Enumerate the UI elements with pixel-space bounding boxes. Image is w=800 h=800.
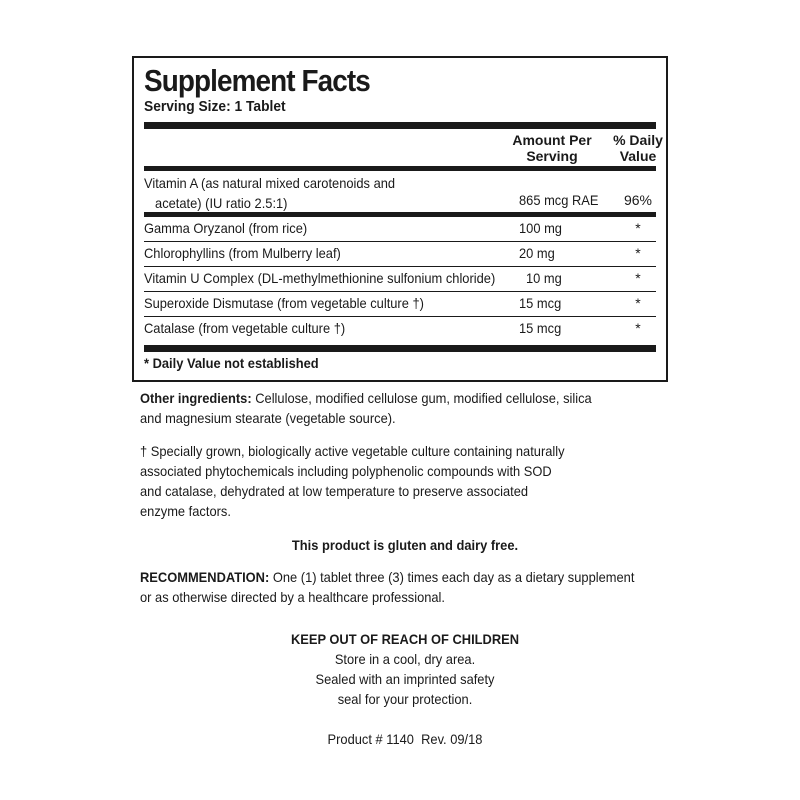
keep-out-warning: KEEP OUT OF REACH OF CHILDREN xyxy=(290,631,520,647)
amount-header-line2: Serving xyxy=(526,148,578,164)
nutrient-name: Chlorophyllins (from Mulberry leaf) xyxy=(144,245,341,261)
nutrient-daily-value: * xyxy=(635,220,641,236)
other-ingredients-line1 xyxy=(140,388,628,408)
warnings-block xyxy=(140,629,670,709)
recommendation-text: One (1) tablet three (3) times each day as a dietary supplement xyxy=(269,569,635,585)
nutrient-amount: 10 mg xyxy=(526,270,562,286)
nutrient-name: Vitamin U Complex (DL-methylmethionine sulfonium chloride) xyxy=(144,270,496,286)
product-code-block xyxy=(140,729,670,749)
nutrient-daily-value: * xyxy=(635,295,641,311)
serving-size: Serving Size: 1 Tablet xyxy=(144,98,286,115)
amount-per-serving-header xyxy=(504,132,600,164)
nutrient-name-line2: acetate) (IU ratio 2.5:1) xyxy=(155,195,288,211)
other-ingredients-line2: and magnesium stearate (vegetable source). xyxy=(140,410,396,426)
dagger-note-line4: enzyme factors. xyxy=(140,503,231,519)
other-ingredients-text: Cellulose, modified cellulose gum, modified cellulose, silica xyxy=(251,390,592,406)
amount-header-line1: Amount Per xyxy=(512,132,592,148)
facts-header-row xyxy=(144,129,663,166)
product-code: Product # 1140 Rev. 09/18 xyxy=(327,731,483,747)
nutrient-name xyxy=(144,173,457,213)
nutrient-name: Superoxide Dismutase (from vegetable culture †) xyxy=(144,295,424,311)
recommendation xyxy=(140,567,670,607)
nutrient-daily-value: * xyxy=(635,270,641,286)
gluten-statement-block xyxy=(140,535,670,555)
recommendation-line2: or as otherwise directed by a healthcare professional. xyxy=(140,589,445,605)
other-ingredients-label: Other ingredients: xyxy=(140,390,252,406)
nutrient-row xyxy=(144,171,656,212)
seal-note-line1: Sealed with an imprinted safety xyxy=(315,671,495,687)
dagger-note xyxy=(140,441,670,521)
dagger-note-line3: and catalase, dehydrated at low temperature to preserve associated xyxy=(140,483,529,499)
daily-value-header xyxy=(606,132,670,164)
dv-header-line1: % Daily xyxy=(613,132,663,148)
nutrient-amount: 15 mcg xyxy=(519,320,562,336)
daily-value-footnote: * Daily Value not established xyxy=(144,355,319,371)
nutrient-row xyxy=(144,242,656,266)
nutrient-daily-value: 96% xyxy=(623,192,653,208)
recommendation-label: RECOMMENDATION: xyxy=(140,569,270,585)
facts-title: Supplement Facts xyxy=(144,63,370,98)
nutrient-row xyxy=(144,292,656,316)
divider-thick xyxy=(144,345,656,352)
gluten-statement: This product is gluten and dairy free. xyxy=(291,537,519,553)
dagger-note-line2: associated phytochemicals including polyphenolic compounds with SOD xyxy=(140,463,552,479)
nutrient-daily-value: * xyxy=(635,320,641,336)
storage-instruction: Store in a cool, dry area. xyxy=(334,651,476,667)
nutrient-amount: 865 mcg RAE xyxy=(519,192,599,208)
nutrient-name-line1: Vitamin A (as natural mixed carotenoids and xyxy=(144,175,396,191)
nutrient-daily-value: * xyxy=(635,245,641,261)
seal-note-line2: seal for your protection. xyxy=(337,691,473,707)
nutrient-amount: 20 mg xyxy=(519,245,555,261)
other-ingredients xyxy=(140,388,670,428)
nutrient-name: Gamma Oryzanol (from rice) xyxy=(144,220,308,236)
nutrient-row xyxy=(144,267,656,291)
nutrient-amount: 15 mcg xyxy=(519,295,562,311)
divider-thick xyxy=(144,122,656,129)
nutrient-name: Catalase (from vegetable culture †) xyxy=(144,320,346,336)
nutrient-row xyxy=(144,217,656,241)
dagger-note-line1: † Specially grown, biologically active vegetable culture containing naturally xyxy=(140,443,565,459)
supplement-facts-panel xyxy=(132,56,668,382)
nutrient-row xyxy=(144,317,656,341)
dv-header-line2: Value xyxy=(619,148,657,164)
nutrient-amount: 100 mg xyxy=(519,220,562,236)
recommendation-line1 xyxy=(140,567,635,587)
